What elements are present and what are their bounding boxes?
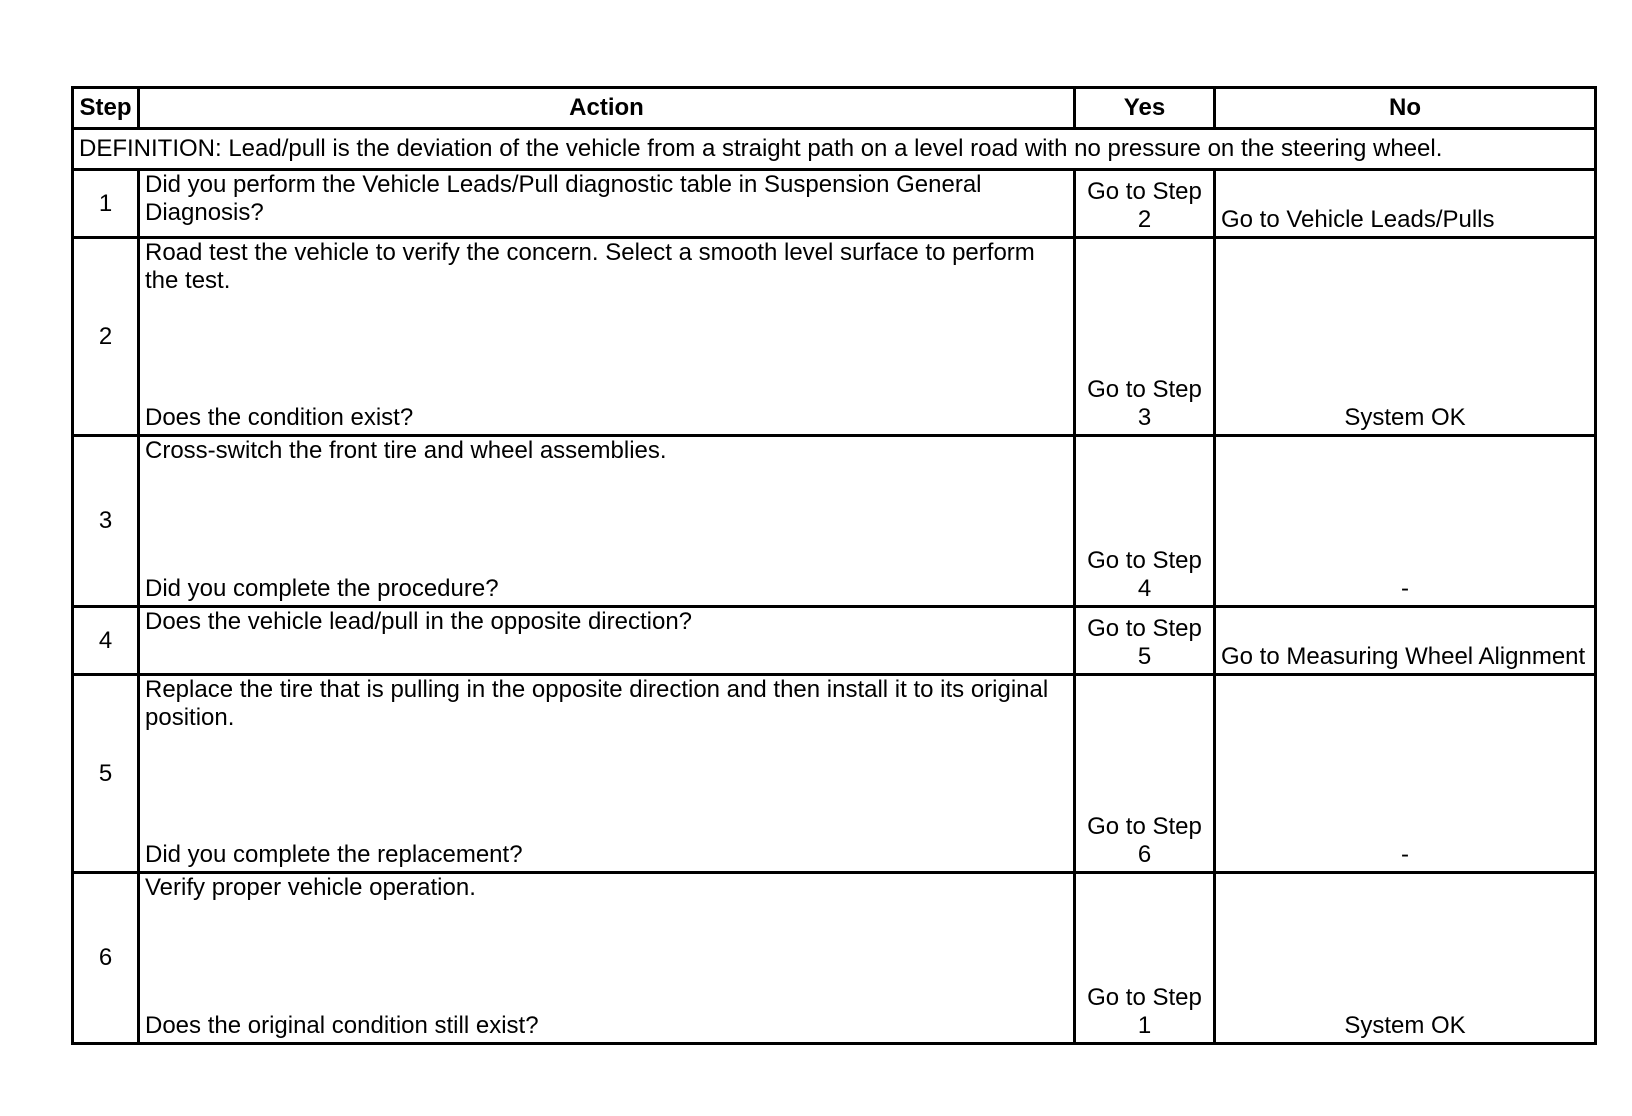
yes-step-number: 5	[1137, 643, 1152, 670]
yes-label: Go to Step	[1087, 813, 1202, 840]
no-cell: Go to Measuring Wheel Alignment	[1215, 607, 1596, 675]
definition-row	[73, 129, 1596, 170]
action-question: Does the original condition still exist?	[145, 1012, 539, 1039]
step-number: 6	[73, 873, 139, 1044]
no-cell: -	[1215, 675, 1596, 873]
table-row	[73, 873, 1596, 1044]
yes-cell	[1075, 607, 1215, 675]
yes-label: Go to Step	[1087, 547, 1202, 574]
action-cell	[139, 238, 1075, 436]
yes-step-number: 6	[1137, 841, 1152, 868]
no-cell: System OK	[1215, 873, 1596, 1044]
header-no: No	[1215, 88, 1596, 129]
action-cell	[139, 675, 1075, 873]
action-question: Did you complete the replacement?	[145, 841, 523, 868]
header-yes: Yes	[1075, 88, 1215, 129]
table-row	[73, 436, 1596, 607]
yes-label: Go to Step	[1087, 615, 1202, 642]
step-number: 1	[73, 170, 139, 238]
yes-label: Go to Step	[1087, 984, 1202, 1011]
definition-text: DEFINITION: Lead/pull is the deviation of the vehicle from a straight path on a level road with no pressure on the steering wheel.	[73, 129, 1596, 170]
diagnostic-table	[71, 86, 1597, 1045]
table-row	[73, 238, 1596, 436]
diagnostic-table-container	[71, 86, 1594, 1045]
action-instruction: Did you perform the Vehicle Leads/Pull diagnostic table in Suspension General Diagnosis?	[145, 171, 982, 226]
action-instruction: Does the vehicle lead/pull in the opposite direction?	[145, 608, 693, 635]
yes-cell	[1075, 170, 1215, 238]
step-number: 5	[73, 675, 139, 873]
yes-cell	[1075, 873, 1215, 1044]
step-number: 4	[73, 607, 139, 675]
action-question: Did you complete the procedure?	[145, 575, 499, 602]
yes-label: Go to Step	[1087, 376, 1202, 403]
action-question: Does the condition exist?	[145, 404, 414, 431]
yes-cell	[1075, 238, 1215, 436]
table-row	[73, 607, 1596, 675]
action-cell	[139, 436, 1075, 607]
step-number: 2	[73, 238, 139, 436]
yes-step-number: 4	[1137, 575, 1152, 602]
no-cell: Go to Vehicle Leads/Pulls	[1215, 170, 1596, 238]
yes-cell	[1075, 675, 1215, 873]
action-cell	[139, 607, 1075, 675]
step-number: 3	[73, 436, 139, 607]
yes-cell	[1075, 436, 1215, 607]
table-row	[73, 170, 1596, 238]
action-cell	[139, 170, 1075, 238]
yes-step-number: 3	[1137, 404, 1152, 431]
table-row	[73, 675, 1596, 873]
yes-step-number: 1	[1137, 1012, 1152, 1039]
header-step: Step	[73, 88, 139, 129]
no-cell: -	[1215, 436, 1596, 607]
yes-label: Go to Step	[1087, 178, 1202, 205]
action-instruction: Replace the tire that is pulling in the opposite direction and then install it to its original position.	[145, 676, 1049, 731]
action-instruction: Road test the vehicle to verify the concern. Select a smooth level surface to perform the test.	[145, 239, 1035, 294]
header-row	[73, 88, 1596, 129]
action-instruction: Verify proper vehicle operation.	[145, 874, 476, 901]
action-cell	[139, 873, 1075, 1044]
action-instruction: Cross-switch the front tire and wheel assemblies.	[145, 437, 667, 464]
yes-step-number: 2	[1137, 206, 1152, 233]
no-cell: System OK	[1215, 238, 1596, 436]
header-action: Action	[139, 88, 1075, 129]
